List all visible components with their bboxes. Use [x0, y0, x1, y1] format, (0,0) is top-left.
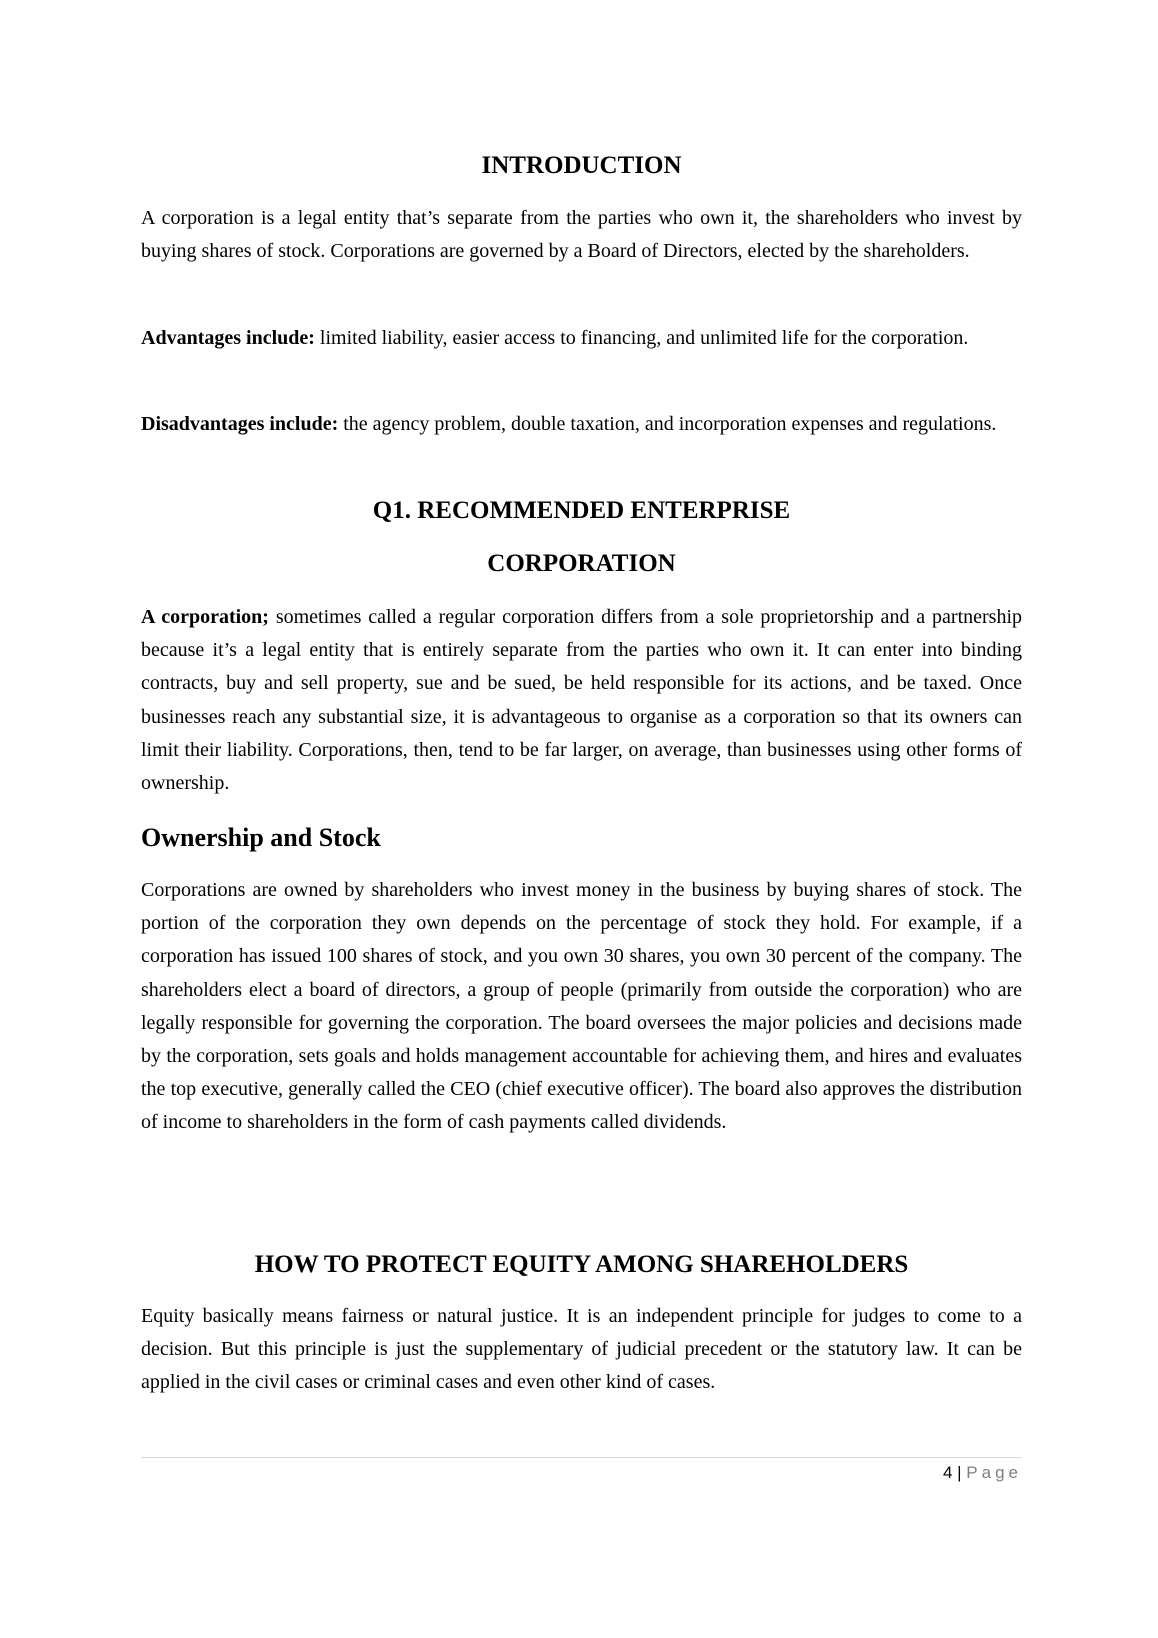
corporation-label: A corporation;: [141, 606, 269, 628]
paragraph-disadvantages: [141, 408, 1022, 441]
advantages-text: limited liability, easier access to financing, and unlimited life for the corporation.: [314, 327, 969, 349]
heading-ownership: Ownership and Stock: [141, 823, 381, 852]
heading-protect-equity: HOW TO PROTECT EQUITY AMONG SHAREHOLDERS: [254, 1251, 909, 1278]
corporation-text: sometimes called a regular corporation differs from a sole proprietorship and a partnership because it’s a legal entity that is entirely separate from the parties who own it. It can enter into binding contracts, buy and sell property, sue and be sued, be held responsible for its actions, and be taxed. Once businesses reach any substantial size, it is advantageous to organise as a corporation so that its owners can limit their liability. Corporations, then, tend to be far larger, on average, than businesses using other forms of ownership.: [141, 606, 1023, 795]
paragraph-advantages: [141, 322, 1022, 355]
paragraph-corporation: [141, 601, 1022, 800]
heading-introduction: INTRODUCTION: [481, 152, 682, 179]
heading-q1-line2: CORPORATION: [487, 550, 676, 577]
disadvantages-label: Disadvantages include:: [141, 413, 339, 435]
heading-q1-line1: Q1. RECOMMENDED ENTERPRISE: [372, 497, 791, 524]
page-number: 4: [942, 1463, 953, 1482]
paragraph-intro: A corporation is a legal entity that’s separate from the parties who own it, the shareholders who invest by buying shares of stock. Corporations are governed by a Board of Directors, elected by the shareholders.: [141, 207, 1022, 263]
page-label: Page: [966, 1463, 1022, 1482]
advantages-label: Advantages include:: [141, 327, 315, 349]
paragraph-equity: Equity basically means fairness or natural justice. It is an independent principle for judges to come to a decision. But this principle is just the supplementary of judicial precedent or the statutory law. It can be applied in the civil cases or criminal cases and even other kind of cases.: [141, 1305, 1022, 1394]
footer-rule: [141, 1457, 1022, 1458]
footer-separator: |: [957, 1463, 962, 1482]
disadvantages-text: the agency problem, double taxation, and incorporation expenses and regulations.: [338, 413, 997, 435]
page-footer: [943, 1463, 1022, 1483]
paragraph-ownership: Corporations are owned by shareholders who invest money in the business by buying shares of stock. The portion of the corporation they own depends on the percentage of stock they hold. For example, if a corporation has issued 100 shares of stock, and you own 30 shares, you own 30 percent of the company. The shareholders elect a board of directors, a group of people (primarily from outside the corporation) who are legally responsible for governing the corporation. The board oversees the major policies and decisions made by the corporation, sets goals and holds management accountable for achieving them, and hires and evaluates the top executive, generally called the CEO (chief executive officer). The board also approves the distribution of income to shareholders in the form of cash payments called dividends.: [141, 879, 1022, 1134]
